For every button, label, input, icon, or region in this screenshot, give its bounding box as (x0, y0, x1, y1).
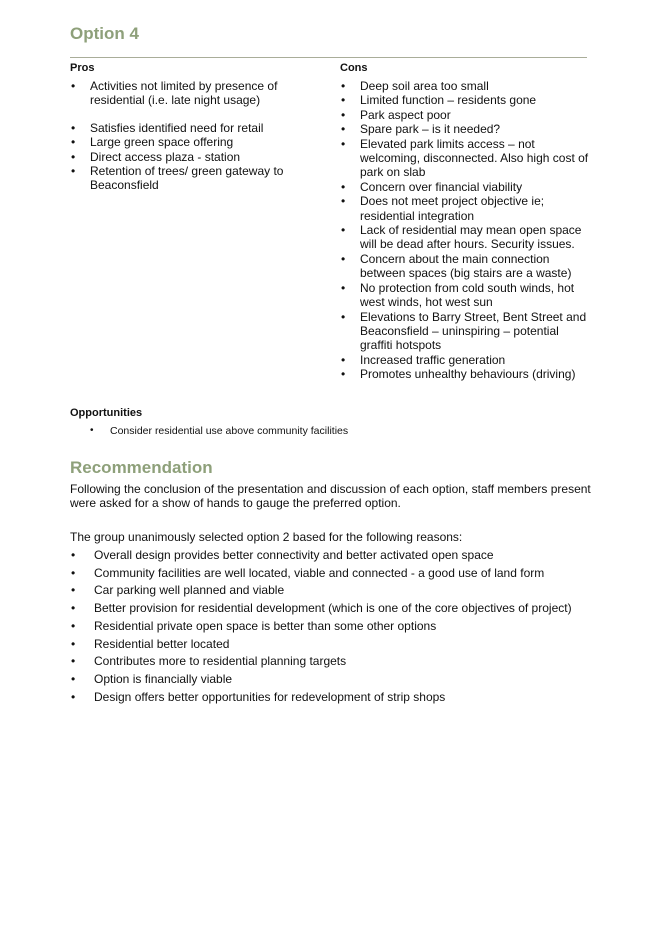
option-title: Option 4 (70, 24, 139, 43)
list-item: • Design offers better opportunities for redevelopment of strip shops (70, 689, 610, 707)
list-item: • Overall design provides better connectivity and better activated open space (70, 547, 610, 565)
bullet-icon: • (341, 309, 346, 324)
recommendation-intro: Following the conclusion of the presentation and discussion of each option, staff members present were asked for a show of hands to gauge the preferred option. (70, 482, 591, 511)
bullet-icon: • (341, 280, 346, 295)
list-item: • Increased traffic generation (341, 352, 506, 367)
list-item: • Concern about the main connection between spaces (big stairs are a waste) (341, 251, 572, 281)
bullet-icon: • (341, 107, 346, 122)
bullet-icon: • (71, 135, 76, 150)
bullet-icon: • (71, 548, 76, 562)
list-item: • Community facilities are well located, viable and connected - a good use of land form (70, 565, 610, 583)
opportunities-list (70, 424, 590, 438)
opportunities-section (70, 407, 590, 438)
reasons-list (70, 547, 610, 706)
cons-list (340, 79, 590, 382)
bullet-icon: • (341, 194, 346, 209)
recommendation-selection: The group unanimously selected option 2 based for the following reasons: (70, 530, 463, 544)
pros-column (70, 62, 330, 193)
bullet-icon: • (71, 671, 76, 686)
list-item: • Concern over financial viability (341, 179, 523, 194)
recommendation-title: Recommendation (70, 458, 213, 477)
bullet-icon: • (341, 79, 346, 93)
list-item: • Park aspect poor (341, 107, 451, 122)
list-item: • Limited function – residents gone (341, 93, 537, 108)
bullet-icon: • (341, 179, 346, 194)
list-item: • Deep soil area too small (341, 79, 489, 93)
bullet-icon: • (71, 601, 76, 616)
list-item: • Residential better located (70, 636, 610, 654)
list-item: • Elevations to Barry Street, Bent Street and Beaconsfield – uninspiring – potential graffiti hotspots (341, 309, 587, 353)
bullet-icon: • (341, 136, 346, 151)
list-item: • Retention of trees/ green gateway to Beaconsfield (71, 164, 284, 193)
pros-list (70, 79, 330, 193)
bullet-icon: • (71, 636, 76, 651)
list-item: • Spare park – is it needed? (341, 122, 501, 137)
opportunities-heading: Opportunities (70, 407, 143, 419)
bullet-icon: • (341, 352, 346, 367)
list-item: • Better provision for residential development (which is one of the core objectives of project) (70, 600, 610, 618)
list-item: • Consider residential use above community facilities (90, 425, 349, 437)
list-item: • Car parking well planned and viable (70, 582, 610, 600)
bullet-icon: • (341, 223, 346, 238)
bullet-icon: • (71, 689, 76, 704)
bullet-icon: • (71, 618, 76, 633)
list-item: • Activities not limited by presence of residential (i.e. late night usage) (71, 79, 278, 108)
list-item: • Lack of residential may mean open space will be dead after hours. Security issues. (341, 223, 582, 252)
list-item: • Promotes unhealthy behaviours (driving) (341, 367, 576, 382)
bullet-icon: • (71, 565, 76, 580)
list-item: • Large green space offering (71, 135, 234, 150)
list-item: • No protection from cold south winds, hot west winds, hot west sun (341, 280, 575, 310)
pros-heading: Pros (70, 62, 95, 74)
list-item: • Satisfies identified need for retail (71, 120, 264, 135)
bullet-icon: • (71, 120, 76, 135)
bullet-icon: • (71, 164, 76, 179)
bullet-icon: • (341, 93, 346, 108)
bullet-icon: • (71, 583, 76, 598)
list-item: • Elevated park limits access – not welcoming, disconnected. Also high cost of park on slab (341, 136, 589, 180)
bullet-icon: • (71, 149, 76, 164)
list-item: • Option is financially viable (70, 671, 610, 689)
cons-heading: Cons (340, 62, 368, 74)
list-item: • Residential private open space is better than some other options (70, 618, 610, 636)
bullet-icon: • (90, 425, 94, 436)
list-item: • Contributes more to residential planning targets (70, 653, 610, 671)
cons-column (340, 62, 590, 382)
bullet-icon: • (71, 79, 76, 93)
list-item: • Direct access plaza - station (71, 149, 241, 164)
bullet-icon: • (71, 654, 76, 669)
reasons-section (70, 547, 610, 706)
list-item: • Does not meet project objective ie; residential integration (341, 194, 545, 223)
bullet-icon: • (341, 367, 346, 382)
bullet-icon: • (341, 122, 346, 137)
title-divider (70, 57, 587, 58)
bullet-icon: • (341, 251, 346, 266)
